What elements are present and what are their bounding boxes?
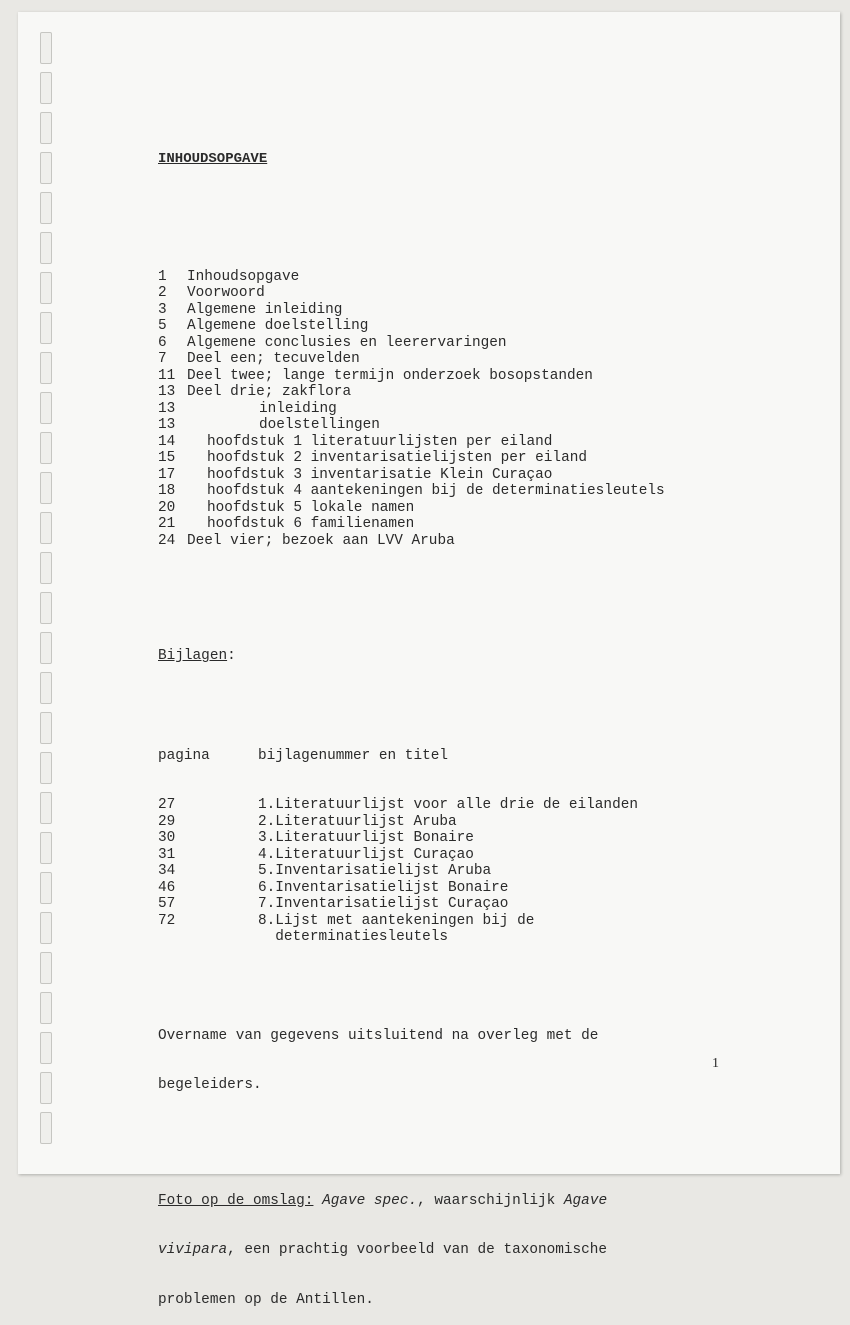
bijlage-title: 4.Literatuurlijst Curaçao <box>258 846 474 863</box>
toc-entry-title: Algemene conclusies en leerervaringen <box>187 334 507 351</box>
foto-line-2 <box>158 1242 778 1259</box>
toc-entry <box>158 335 778 352</box>
toc-entry-title: hoofdstuk 4 aantekeningen bij de determinatiesleutels <box>207 483 665 499</box>
bijlage-title: 8.Lijst met aantekeningen bij de <box>258 912 535 929</box>
foto-line-3: problemen op de Antillen. <box>158 1291 374 1308</box>
col-title-header: bijlagenummer en titel <box>258 747 448 764</box>
toc-entry-title: Deel vier; bezoek aan LVV Aruba <box>187 532 455 549</box>
toc-entry-title: hoofdstuk 6 familienamen <box>207 516 415 532</box>
bijlage-page: 29 <box>158 813 176 830</box>
toc-entry <box>158 269 778 286</box>
bijlage-title: 7.Inventarisatielijst Curaçao <box>258 896 509 912</box>
toc-entry-title: Voorwoord <box>187 285 265 301</box>
toc-entry-title: Algemene inleiding <box>187 301 343 318</box>
toc-page-number: 15 <box>158 450 176 466</box>
bijlage-page: 57 <box>158 896 176 912</box>
bijlage-title: 1.Literatuurlijst voor alle drie de eilanden <box>258 797 638 813</box>
foto-label: Foto op de omslag: <box>158 1192 314 1209</box>
foto-species2: vivipara <box>158 1242 228 1258</box>
toc-page-number: 3 <box>158 301 167 318</box>
foto-rest1: , een prachtig voorbeeld van de taxonomische <box>227 1242 608 1258</box>
toc-page-number: 24 <box>158 532 176 549</box>
binding-hole <box>40 1072 52 1104</box>
bijlage-entry <box>158 929 778 946</box>
toc-entry-title: Algemene doelstelling <box>187 318 369 334</box>
bijlage-page: 34 <box>158 863 176 879</box>
binding-hole <box>40 272 52 304</box>
binding-hole <box>40 872 52 904</box>
toc-entry-title: Inhoudsopgave <box>187 268 300 285</box>
binding-hole <box>40 952 52 984</box>
toc-page-number: 21 <box>158 516 176 532</box>
binding-hole <box>40 792 52 824</box>
note-line-2: begeleiders. <box>158 1077 262 1093</box>
binding-hole <box>40 1112 52 1144</box>
page-title: INHOUDSOPGAVE <box>158 151 268 167</box>
binding-hole <box>40 392 52 424</box>
bijlage-entry <box>158 896 778 913</box>
binding-hole <box>40 432 52 464</box>
binding-hole <box>40 592 52 624</box>
bijlage-entry <box>158 880 778 897</box>
bijlage-page: 46 <box>158 879 176 896</box>
col-page-header: pagina <box>158 747 210 764</box>
foto-line-1 <box>158 1193 778 1210</box>
toc-entry-title: hoofdstuk 5 lokale namen <box>207 499 415 516</box>
toc-entry <box>158 302 778 319</box>
bijlage-entry <box>158 863 778 880</box>
bijlage-entry <box>158 913 778 930</box>
toc-page-number: 17 <box>158 466 176 483</box>
binding-hole <box>40 512 52 544</box>
foto-genus: Agave <box>563 1192 608 1209</box>
binding-hole <box>40 992 52 1024</box>
bijlage-entry <box>158 847 778 864</box>
bijlagen-header <box>158 748 778 765</box>
bijlage-entry <box>158 814 778 831</box>
toc-page-number: 6 <box>158 334 167 351</box>
binding-hole <box>40 912 52 944</box>
binding-hole <box>40 832 52 864</box>
binding-hole <box>40 1032 52 1064</box>
table-of-contents <box>158 269 778 550</box>
bijlagen-heading: Bijlagen: <box>158 648 236 664</box>
binding-hole <box>40 192 52 224</box>
toc-entry <box>158 533 778 550</box>
bijlage-page: 72 <box>158 912 176 929</box>
binding-hole <box>40 712 52 744</box>
foto-mid: , waarschijnlijk <box>417 1192 564 1209</box>
toc-entry <box>158 450 778 467</box>
toc-entry <box>158 368 778 385</box>
toc-page-number: 11 <box>158 367 176 384</box>
toc-entry <box>158 285 778 302</box>
toc-page-number: 13 <box>158 417 176 433</box>
bijlage-title: 3.Literatuurlijst Bonaire <box>258 830 474 846</box>
toc-entry <box>158 483 778 500</box>
bijlagen-list <box>158 797 778 946</box>
page-number: 1 <box>712 1056 719 1071</box>
toc-entry <box>158 318 778 335</box>
binding-hole <box>40 152 52 184</box>
toc-entry <box>158 434 778 451</box>
binding-hole <box>40 672 52 704</box>
toc-page-number: 14 <box>158 433 176 450</box>
binding-hole <box>40 352 52 384</box>
document-body <box>158 118 778 1325</box>
bijlage-title: 5.Inventarisatielijst Aruba <box>258 863 492 879</box>
foto-species: Agave spec. <box>322 1192 418 1209</box>
toc-entry <box>158 500 778 517</box>
toc-entry <box>158 417 778 434</box>
bijlage-entry <box>158 830 778 847</box>
binding-hole <box>40 312 52 344</box>
toc-page-number: 18 <box>158 483 176 499</box>
toc-entry <box>158 401 778 418</box>
toc-page-number: 20 <box>158 499 176 516</box>
binding-hole <box>40 472 52 504</box>
bijlage-entry <box>158 797 778 814</box>
binding-hole <box>40 112 52 144</box>
toc-entry-title: hoofdstuk 3 inventarisatie Klein Curaçao <box>207 466 553 483</box>
toc-entry-title: Deel een; tecuvelden <box>187 351 360 367</box>
toc-entry <box>158 516 778 533</box>
toc-entry-title: doelstellingen <box>259 417 380 433</box>
toc-entry-title: hoofdstuk 1 literatuurlijsten per eiland <box>207 433 553 450</box>
note-line-1: Overname van gegevens uitsluitend na overleg met de <box>158 1027 599 1044</box>
binding-hole <box>40 72 52 104</box>
toc-entry-title: inleiding <box>259 400 337 417</box>
toc-entry <box>158 384 778 401</box>
bijlage-title: 6.Inventarisatielijst Bonaire <box>258 879 509 896</box>
toc-page-number: 13 <box>158 400 176 417</box>
toc-entry-title: Deel drie; zakflora <box>187 384 352 400</box>
bijlage-page: 30 <box>158 830 176 846</box>
toc-page-number: 13 <box>158 384 176 400</box>
toc-entry <box>158 467 778 484</box>
bijlage-title: determinatiesleutels <box>258 929 448 945</box>
binding-hole <box>40 552 52 584</box>
toc-page-number: 7 <box>158 351 167 367</box>
bijlage-title: 2.Literatuurlijst Aruba <box>258 813 457 830</box>
toc-entry <box>158 351 778 368</box>
toc-entry-title: Deel twee; lange termijn onderzoek bosopstanden <box>187 367 593 384</box>
toc-page-number: 2 <box>158 285 167 301</box>
binding-hole <box>40 32 52 64</box>
toc-entry-title: hoofdstuk 2 inventarisatielijsten per eiland <box>207 450 587 466</box>
binding-hole <box>40 632 52 664</box>
binding-hole <box>40 232 52 264</box>
bijlage-page: 27 <box>158 797 176 813</box>
bijlage-page: 31 <box>158 846 176 863</box>
toc-page-number: 5 <box>158 318 167 334</box>
toc-page-number: 1 <box>158 268 167 285</box>
binding-hole <box>40 752 52 784</box>
